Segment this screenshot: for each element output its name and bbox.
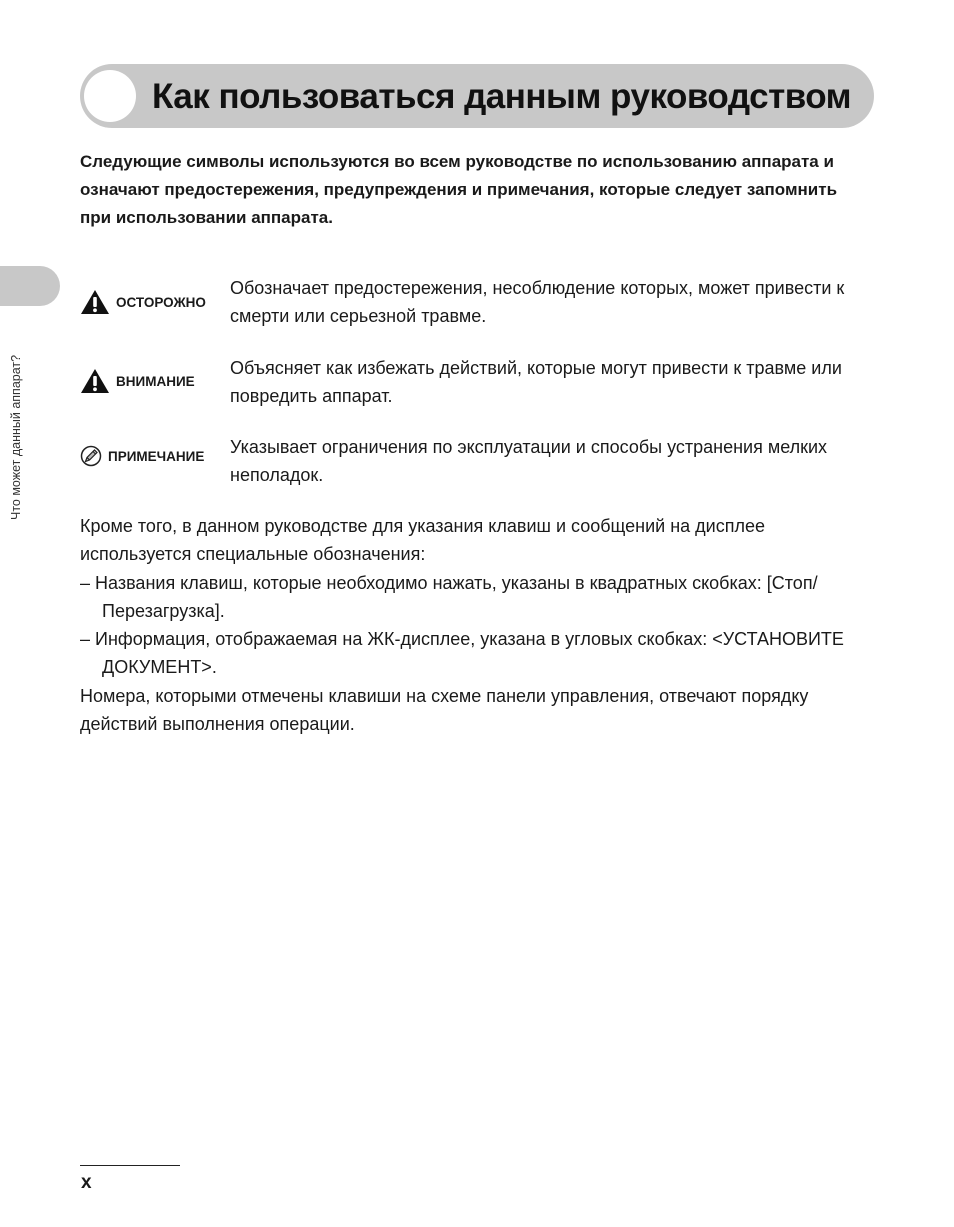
note-pencil-icon bbox=[80, 445, 102, 467]
side-chapter-label: Что может данный аппарат? bbox=[9, 354, 23, 520]
page-number: x bbox=[81, 1172, 92, 1193]
symbol-label-text: ПРИМЕЧАНИЕ bbox=[108, 448, 205, 464]
symbol-label-note bbox=[80, 445, 204, 467]
bullet-item-display: – Информация, отображаемая на ЖК-дисплее, указана в угловых скобках: <УСТАНОВИТЕ ДОКУМЕНТ>. bbox=[80, 629, 844, 678]
warning-triangle-icon bbox=[80, 289, 110, 315]
symbol-description: Указывает ограничения по эксплуатации и способы устранения мелких неполадок. bbox=[230, 437, 828, 485]
symbol-description: Обозначает предостережения, несоблюдение которых, может привести к смерти или серьезной травме. bbox=[230, 278, 845, 326]
page-title: Как пользоваться данным руководством bbox=[152, 77, 852, 116]
symbol-label-text: ВНИМАНИЕ bbox=[116, 373, 195, 389]
body-paragraph-2: Номера, которыми отмечены клавиши на схеме панели управления, отвечают порядку действий выполнения операции. bbox=[80, 685, 809, 735]
warning-triangle-icon bbox=[80, 368, 110, 394]
bullet-item-keys: – Названия клавиш, которые необходимо нажать, указаны в квадратных скобках: [Стоп/Перезагрузка]. bbox=[80, 572, 818, 621]
footer-rule bbox=[80, 1165, 180, 1166]
body-text bbox=[80, 512, 870, 738]
symbol-label-text: ОСТОРОЖНО bbox=[116, 294, 206, 310]
intro-paragraph: Следующие символы используются во всем руководстве по использованию аппарата и означают предостережения, предупреждения и примечания, которые следует запомнить при использовании аппарата. bbox=[80, 152, 838, 227]
symbol-description: Объясняет как избежать действий, которые могут привести к травме или повредить аппарат. bbox=[230, 358, 842, 406]
body-paragraph-1: Кроме того, в данном руководстве для указания клавиш и сообщений на дисплее используется специальные обозначения: bbox=[80, 516, 765, 565]
title-circle-decoration bbox=[84, 70, 136, 122]
symbol-label-warning bbox=[80, 368, 195, 394]
symbol-label-caution bbox=[80, 289, 206, 315]
